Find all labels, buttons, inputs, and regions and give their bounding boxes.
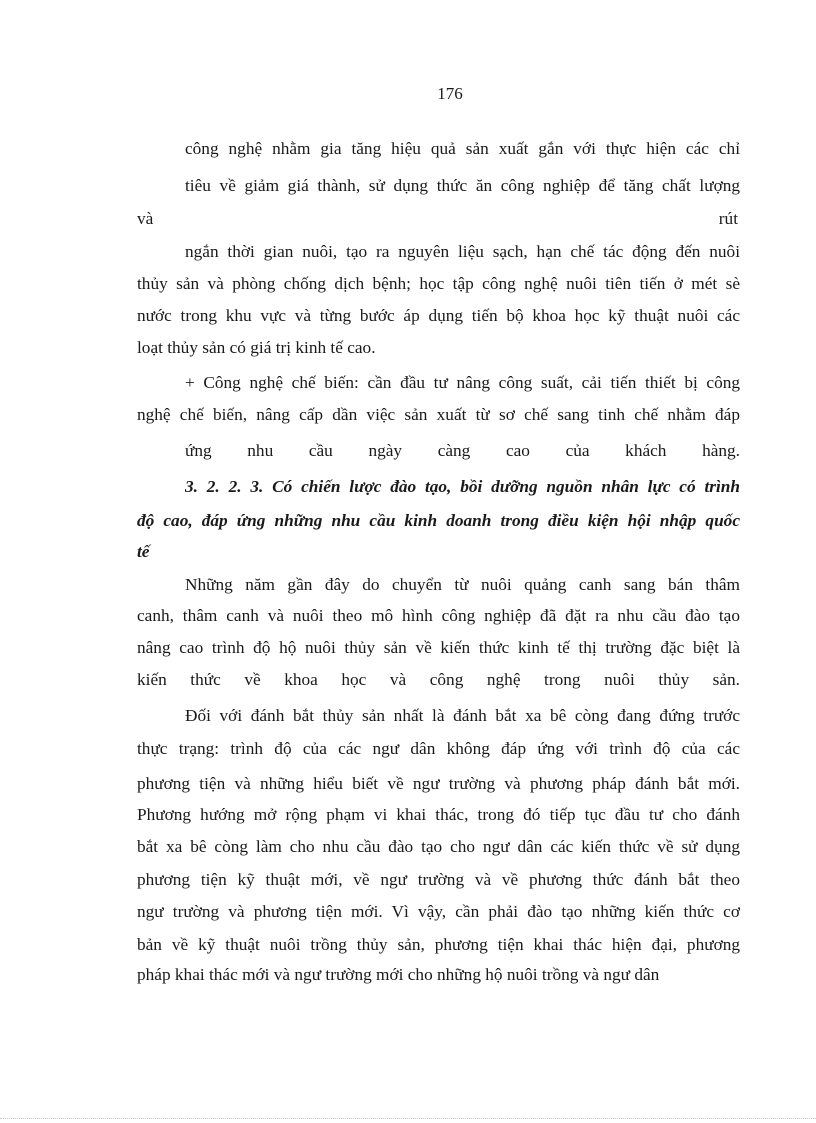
text-line: pháp khai thác mới và ngư trường mới cho những hộ nuôi trồng và ngư dân	[137, 965, 660, 984]
text-line: + Công nghệ chế biến: cần đầu tư nâng công suất, cải tiến thiết bị công	[185, 373, 740, 392]
text-line: nâng cao trình độ hộ nuôi thủy sản về kiến thức kinh tế thị trường đặc biệt là	[137, 638, 740, 657]
text-line: Phương hướng mở rộng phạm vi khai thác, trong đó tiếp tục đầu tư cho đánh	[137, 805, 740, 824]
text-line: thực trạng: trình độ của các ngư dân không đáp ứng với trình độ của các	[137, 739, 740, 758]
section-heading: 3. 2. 2. 3. Có chiến lược đào tạo, bồi dưỡng nguồn nhân lực có trình	[185, 477, 740, 496]
text-line: ngắn thời gian nuôi, tạo ra nguyên liệu sạch, hạn chế tác động đến nuôi	[185, 242, 740, 261]
section-heading: tế	[137, 542, 150, 561]
text-line: nước trong khu vực và từng bước áp dụng tiến bộ khoa học kỹ thuật nuôi các	[137, 306, 740, 325]
text-line: phương tiện kỹ thuật mới, về ngư trường và về phương thức đánh bắt theo	[137, 870, 740, 889]
text-line: canh, thâm canh và nuôi theo mô hình công nghiệp đã đặt ra nhu cầu đào tạo	[137, 606, 740, 625]
text-line: tiêu về giảm giá thành, sử dụng thức ăn công nghiệp để tăng chất lượng	[185, 176, 740, 195]
text-line: nghệ chế biến, nâng cấp dần việc sản xuất từ sơ chế sang tinh chế nhằm đáp	[137, 405, 740, 424]
text-line: ứng nhu cầu ngày càng cao của khách hàng.	[185, 441, 740, 460]
section-heading: độ cao, đáp ứng những nhu cầu kinh doanh trong điều kiện hội nhập quốc	[137, 511, 740, 530]
page-bottom-rule	[0, 1118, 816, 1119]
text-line: phương tiện và những hiểu biết về ngư trường và phương pháp đánh bắt mới.	[137, 774, 740, 793]
text-line: loạt thủy sản có giá trị kinh tế cao.	[137, 338, 376, 357]
text-line: thủy sản và phòng chống dịch bệnh; học tập công nghệ nuôi tiên tiến ở mét sè	[137, 274, 740, 293]
text-line: ngư trường và phương tiện mới. Vì vậy, cần phải đào tạo những kiến thức cơ	[137, 902, 740, 921]
page-number: 176	[437, 84, 463, 103]
text-line: công nghệ nhằm gia tăng hiệu quả sản xuất gắn với thực hiện các chỉ	[185, 139, 740, 158]
split-line-left: và	[137, 209, 154, 228]
text-line: bản về kỹ thuật nuôi trồng thủy sản, phương tiện khai thác hiện đại, phương	[137, 935, 740, 954]
split-line-right: rút	[718, 209, 738, 228]
text-line: Đối với đánh bắt thủy sản nhất là đánh bắt xa bê còng đang đứng trước	[185, 706, 740, 725]
text-line: Những năm gần đây do chuyển từ nuôi quảng canh sang bán thâm	[185, 575, 740, 594]
text-line: bắt xa bê còng làm cho nhu cầu đào tạo cho ngư dân các kiến thức về sử dụng	[137, 837, 740, 856]
text-line: kiến thức về khoa học và công nghệ trong nuôi thủy sản.	[137, 670, 740, 689]
